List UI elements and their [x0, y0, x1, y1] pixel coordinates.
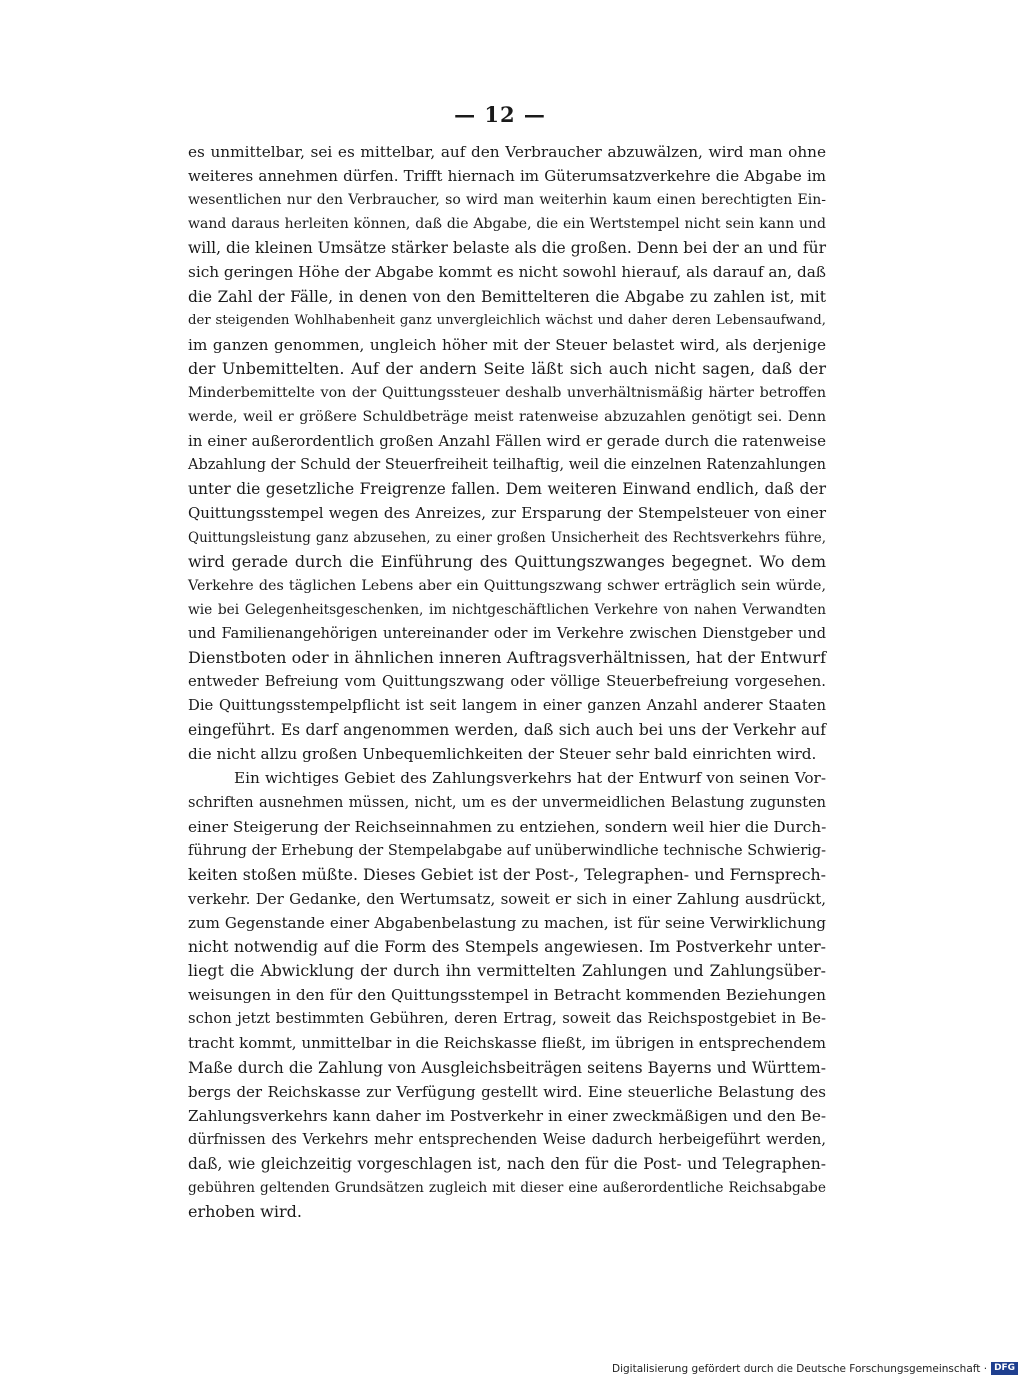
text-line: nicht notwendig auf die Form des Stempels angewiesen. Im Postverkehr unter- [188, 937, 826, 957]
text-line: der steigenden Wohlhabenheit ganz unvergleichlich wächst und daher deren Lebensaufwand, [188, 312, 826, 328]
text-line: die Zahl der Fälle, in denen von den Bemittelteren die Abgabe zu zahlen ist, mit [188, 287, 826, 306]
text-line: bergs der Reichskasse zur Verfügung gestellt wird. Eine steuerliche Belastung des [188, 1082, 826, 1101]
text-line: die nicht allzu großen Unbequemlichkeiten der Steuer sehr bald einrichten wird. [188, 745, 817, 764]
text-line: tracht kommt, unmittelbar in die Reichskasse fließt, im übrigen in entsprechendem [188, 1034, 826, 1053]
text-line: erhoben wird. [188, 1202, 302, 1222]
dfg-logo: DFG [991, 1362, 1018, 1375]
text-line: es unmittelbar, sei es mittelbar, auf den Verbraucher abzuwälzen, wird man ohne [188, 143, 826, 161]
text-line: Ein wichtiges Gebiet des Zahlungsverkehrs hat der Entwurf von seinen Vor- [234, 769, 826, 788]
text-line: Dienstboten oder in ähnlichen inneren Auftragsverhältnissen, hat der Entwurf [188, 647, 826, 667]
text-line: Verkehre des täglichen Lebens aber ein Quittungszwang schwer erträglich sein würde, [188, 577, 826, 594]
text-line: weiteres annehmen dürfen. Trifft hiernach im Güterumsatzverkehre die Abgabe im [188, 167, 826, 186]
text-line: der Unbemittelten. Auf der andern Seite läßt sich auch nicht sagen, daß der [188, 358, 826, 378]
text-line: daß, wie gleichzeitig vorgeschlagen ist, nach den für die Post- und Telegraphen- [188, 1154, 826, 1173]
text-line: keiten stoßen müßte. Dieses Gebiet ist der Post-, Telegraphen- und Fernsprech- [188, 864, 826, 884]
text-line: im ganzen genommen, ungleich höher mit der Steuer belastet wird, als derjenige [188, 335, 826, 354]
body-text [188, 140, 826, 1224]
footer-text: Digitalisierung gefördert durch die Deutsche Forschungsgemeinschaft · [612, 1362, 988, 1375]
text-line: will, die kleinen Umsätze stärker belaste als die großen. Denn bei der an und für [188, 239, 826, 258]
text-line: verkehr. Der Gedanke, den Wertumsatz, soweit er sich in einer Zahlung ausdrückt, [188, 889, 826, 908]
text-line: unter die gesetzliche Freigrenze fallen. Dem weiteren Einwand endlich, daß der [188, 480, 826, 499]
text-line: Quittungsstempel wegen des Anreizes, zur Ersparung der Stempelsteuer von einer [188, 504, 826, 523]
text-line: zum Gegenstande einer Abgabenbelastung zu machen, ist für seine Verwirklichung [188, 914, 826, 932]
text-line: und Familienangehörigen untereinander oder im Verkehre zwischen Dienstgeber und [188, 625, 826, 642]
text-line: Minderbemittelte von der Quittungssteuer deshalb unverhältnismäßig härter betroffen [188, 384, 826, 401]
text-line: weisungen in den für den Quittungsstempel in Betracht kommenden Beziehungen [188, 986, 826, 1005]
text-line: eingeführt. Es darf angenommen werden, daß sich auch bei uns der Verkehr auf [188, 721, 826, 740]
text-line: entweder Befreiung vom Quittungszwang oder völlige Steuerbefreiung vorgesehen. [188, 673, 826, 691]
text-line: Quittungsleistung ganz abzusehen, zu einer großen Unsicherheit des Rechtsverkehrs führe, [188, 529, 826, 546]
footer-credit [612, 1362, 1018, 1375]
text-line: gebühren geltenden Grundsätzen zugleich mit dieser eine außerordentliche Reichsabgabe [188, 1180, 826, 1197]
text-line: in einer außerordentlich großen Anzahl Fällen wird er gerade durch die ratenweise [188, 432, 826, 451]
text-line: führung der Erhebung der Stempelabgabe auf unüberwindliche technische Schwierig- [188, 842, 826, 859]
text-line: schon jetzt bestimmten Gebühren, deren Ertrag, soweit das Reichspostgebiet in Be- [188, 1010, 826, 1028]
text-line: Abzahlung der Schuld der Steuerfreiheit teilhaftig, weil die einzelnen Ratenzahlungen [188, 457, 826, 474]
text-line: dürfnissen des Verkehrs mehr entsprechenden Weise dadurch herbeigeführt werden, [188, 1131, 826, 1148]
text-line: liegt die Abwicklung der durch ihn vermittelten Zahlungen und Zahlungsüber- [188, 961, 826, 981]
paragraph-1 [188, 140, 826, 766]
text-line: sich geringen Höhe der Abgabe kommt es nicht sowohl hierauf, als darauf an, daß [188, 263, 826, 282]
text-line: wesentlichen nur den Verbraucher, so wird man weiterhin kaum einen berechtigten Ein- [188, 192, 826, 209]
text-line: Maße durch die Zahlung von Ausgleichsbeiträgen seitens Bayerns und Württem- [188, 1058, 826, 1077]
text-line: wie bei Gelegenheitsgeschenken, im nichtgeschäftlichen Verkehre von nahen Verwandten [188, 601, 826, 618]
text-line: einer Steigerung der Reichseinnahmen zu entziehen, sondern weil hier die Durch- [188, 817, 827, 836]
text-line: Die Quittungsstempelpflicht ist seit langem in einer ganzen Anzahl anderer Staaten [188, 697, 826, 715]
text-line: wird gerade durch die Einführung des Quittungszwanges begegnet. Wo dem [188, 551, 826, 571]
text-line: werde, weil er größere Schuldbeträge meist ratenweise abzuzahlen genötigt sei. Denn [188, 409, 826, 426]
paragraph-2 [188, 766, 826, 1224]
page-number: — 12 — [454, 102, 546, 127]
text-line: schriften ausnehmen müssen, nicht, um es der unvermeidlichen Belastung zugunsten [188, 794, 826, 811]
text-line: Zahlungsverkehrs kann daher im Postverkehr in einer zweckmäßigen und den Be- [188, 1106, 826, 1125]
text-line: wand daraus herleiten können, daß die Abgabe, die ein Wertstempel nicht sein kann und [188, 216, 826, 233]
